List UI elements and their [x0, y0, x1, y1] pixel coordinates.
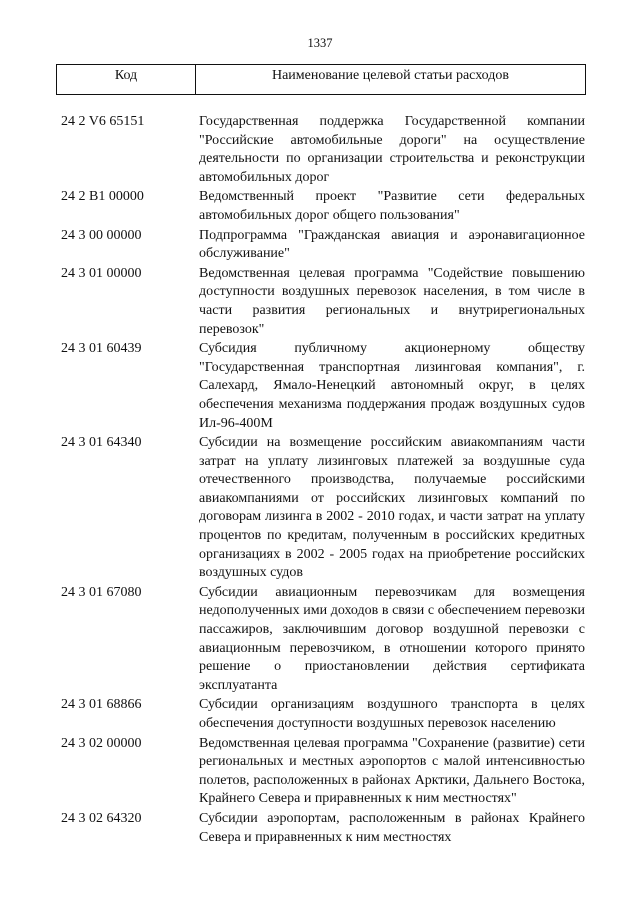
row-code: 24 3 01 64340: [61, 435, 142, 451]
table-row: [0, 227, 640, 264]
page-number: 1337: [307, 36, 333, 50]
table-row: [0, 434, 640, 583]
header-name: Наименование целевой статьи расходов: [271, 68, 510, 83]
row-name: Субсидии аэропортам, расположенным в районах Крайнего Севера и приравненных к ним местностях: [199, 810, 585, 845]
row-name: Ведомственная целевая программа "Содействие повышению доступности воздушных перевозок населения, в том числе в части развития региональных и внутрирегиональных перевозок": [199, 265, 585, 337]
table-row: [0, 584, 640, 696]
row-code: 24 3 01 00000: [61, 265, 142, 281]
row-name: Субсидии на возмещение российским авиакомпаниям части затрат на уплату лизинговых платежей за воздушные суда отечественного производства, получаемые российскими авиакомпаниями от российских лизинговых компаний по договорам лизинга в 2002 - 2010 годах, и части затрат на уплату процентов по кредитам, полученным в российских кредитных организациях в 2002 - 2005 годах на приобретение российских воздушных судов: [199, 435, 585, 581]
row-code: 24 3 01 67080: [61, 584, 142, 600]
row-code: 24 3 01 60439: [61, 341, 142, 357]
row-name: Государственная поддержка Государственной компании "Российские автомобильные дороги" на осуществление деятельности по организации строительства и реконструкции автомобильных дорог: [199, 114, 585, 185]
table-row: [0, 810, 640, 847]
table-header: [56, 64, 586, 95]
table-row: [0, 265, 640, 339]
table-row: [0, 113, 640, 187]
header-code: Код: [57, 65, 196, 94]
table-row: [0, 735, 640, 809]
row-name: Подпрограмма "Гражданская авиация и аэронавигационное обслуживание": [199, 227, 585, 262]
row-code: 24 3 02 00000: [61, 735, 142, 751]
row-name: Субсидии авиационным перевозчикам для возмещения недополученных ими доходов в связи с обеспечением перевозки пассажиров, заключившим договор воздушной перевозки с авиационным перевозчиком, в отношении которого принято решение о приостановлении действия сертификата эксплуатанта: [199, 584, 585, 693]
row-code: 24 3 01 68866: [61, 697, 142, 713]
table-row: [0, 188, 640, 225]
row-name: Ведомственная целевая программа "Сохранение (развитие) сети региональных и местных аэропортов с малой интенсивностью полетов, расположенных в районах Арктики, Дальнего Востока, Крайнего Севера и приравненных к ним местностях": [199, 735, 585, 807]
table-row: [0, 340, 640, 433]
row-code: 24 3 02 64320: [61, 810, 142, 826]
row-name: Субсидии организациям воздушного транспорта в целях обеспечения доступности воздушных перевозок населению: [199, 697, 585, 731]
row-name: Субсидия публичному акционерному обществу "Государственная транспортная лизинговая компания", г. Салехард, Ямало-Ненецкий автономный округ, в целях обеспечения механизма поддержания продаж воздушных судов Ил-96-400М: [199, 341, 585, 431]
row-name: Ведомственный проект "Развитие сети федеральных автомобильных дорог общего пользования": [199, 189, 585, 223]
table-body: [0, 113, 640, 848]
row-code: 24 2 B1 00000: [61, 189, 144, 205]
row-code: 24 2 V6 65151: [61, 114, 145, 129]
row-code: 24 3 00 00000: [61, 227, 142, 243]
table-row: [0, 696, 640, 733]
